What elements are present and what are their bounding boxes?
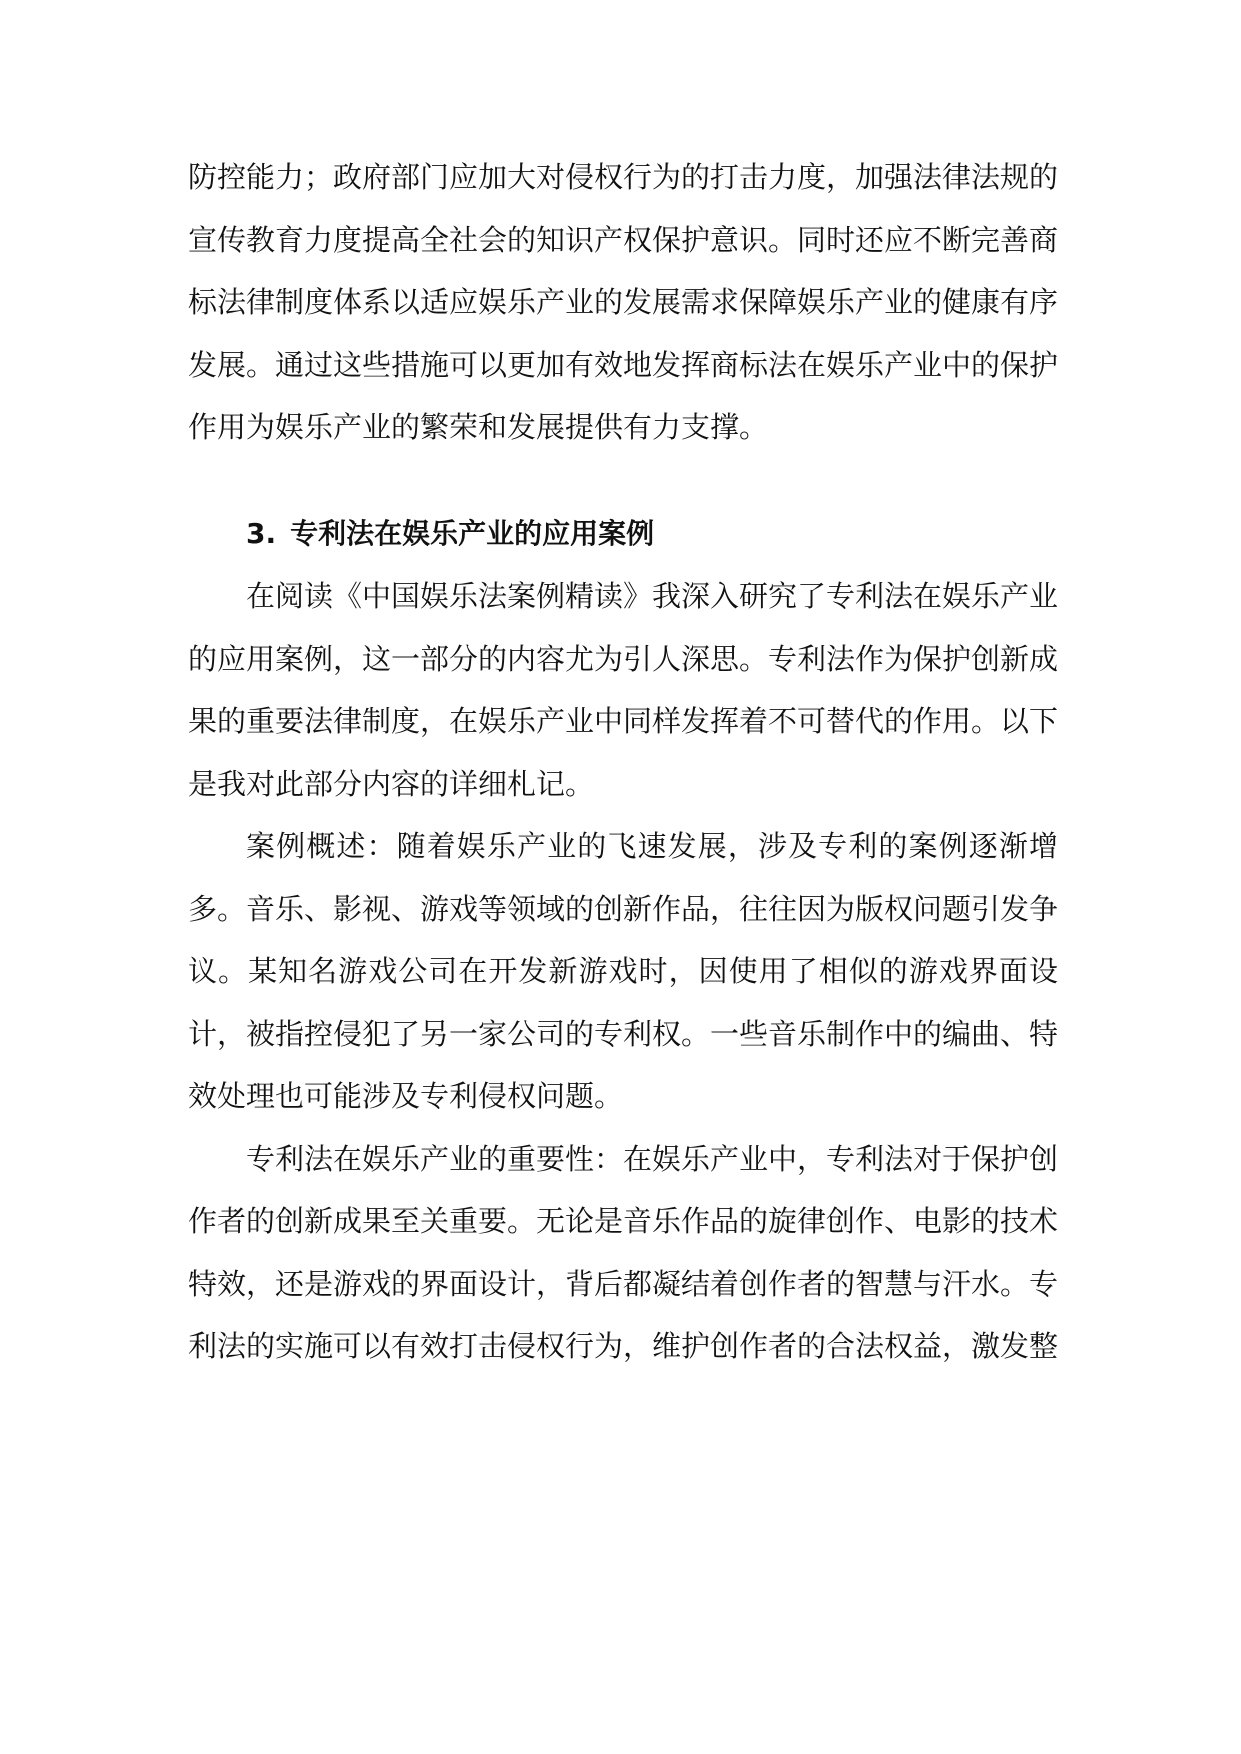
paragraph-importance: 专利法在娱乐产业的重要性：在娱乐产业中，专利法对于保护创作者的创新成果至关重要。无论是音乐作品的旋律创作、电影的技术特效，还是游戏的界面设计，背后都凝结着创作者的智慧与汗水。专利法的实施可以有效打击侵权行为，维护创作者的合法权益，激发整 xyxy=(188,1141,1059,1363)
continued-paragraph: 防控能力；政府部门应加大对侵权行为的打击力度，加强法律法规的宣传教育力度提高全社会的知识产权保护意识。同时还应不断完善商标法律制度体系以适应娱乐产业的发展需求保障娱乐产业的健康有序发展。通过这些措施可以更加有效地发挥商标法在娱乐产业中的保护作用为娱乐产业的繁荣和发展提供有力支撑。 xyxy=(188,160,1059,444)
section-heading xyxy=(188,503,1058,566)
document-body xyxy=(188,146,1058,1378)
section-title: 专利法在娱乐产业的应用案例 xyxy=(290,516,655,550)
section-number: 3. xyxy=(246,516,277,550)
paragraph-case-overview: 案例概述：随着娱乐产业的飞速发展，涉及专利的案例逐渐增多。音乐、影视、游戏等领域的创新作品，往往因为版权问题引发争议。某知名游戏公司在开发新游戏时，因使用了相似的游戏界面设计，被指控侵犯了另一家公司的专利权。一些音乐制作中的编曲、特效处理也可能涉及专利侵权问题。 xyxy=(188,829,1059,1113)
paragraph-intro: 在阅读《中国娱乐法案例精读》我深入研究了专利法在娱乐产业的应用案例，这一部分的内容尤为引人深思。专利法作为保护创新成果的重要法律制度，在娱乐产业中同样发挥着不可替代的作用。以下是我对此部分内容的详细札记。 xyxy=(188,579,1059,801)
